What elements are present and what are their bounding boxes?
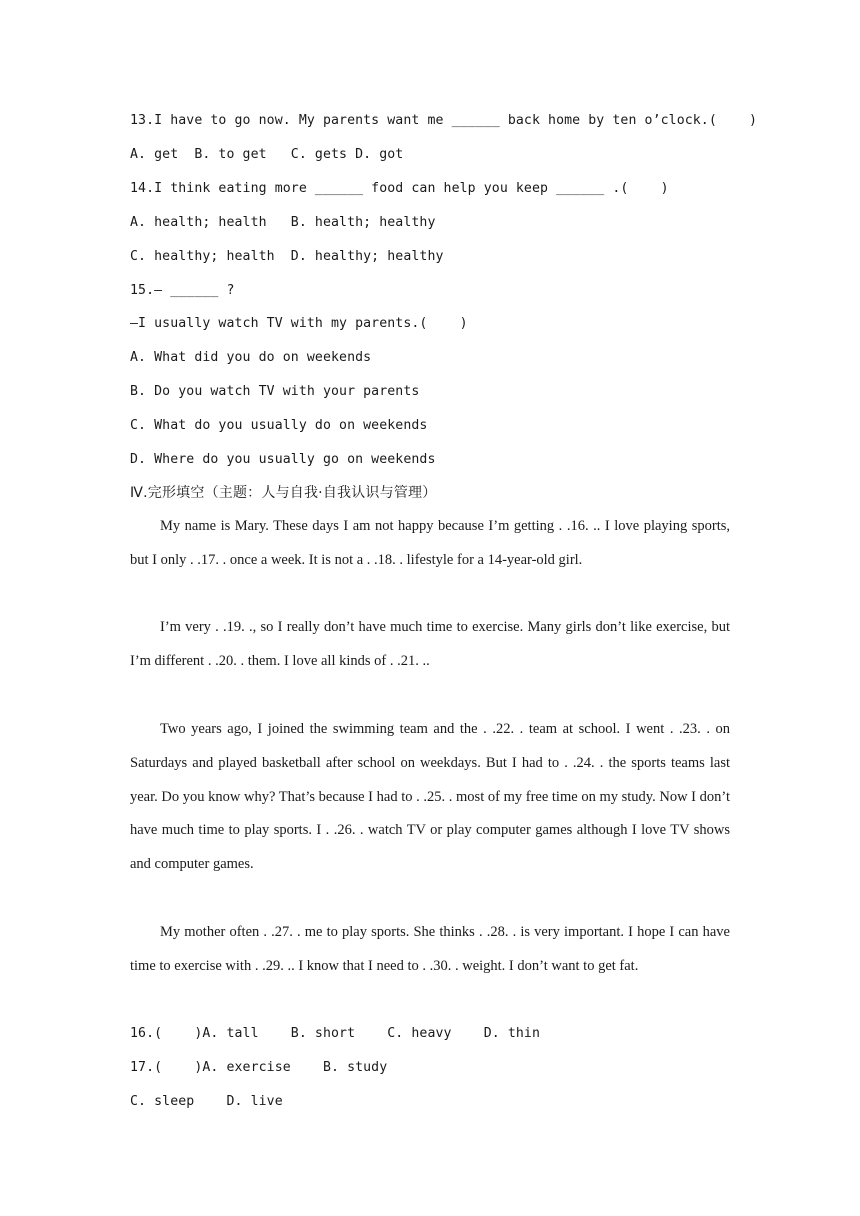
question-14-options-cd: C. healthy; health D. healthy; healthy bbox=[130, 249, 444, 264]
question-14-stem: 14.I think eating more ______ food can help you keep ______ .( ) bbox=[130, 181, 669, 196]
passage-paragraph-3: Two years ago, I joined the swimming team and the . .22. . team at school. I went . .23. . on Saturdays and played basketball after school on weekdays. But I had to . .24. . the sports teams last year. Do you know why? That’s because I had to . .25. . most of my free time on my study. Now I don’t have much time to play sports. I . .26. . watch TV or play computer games although I love TV shows and computer games. bbox=[130, 721, 730, 873]
question-13-stem: 13.I have to go now. My parents want me ______ back home by ten o’clock.( ) bbox=[130, 113, 758, 128]
question-15-answer: —I usually watch TV with my parents.( ) bbox=[130, 316, 468, 331]
question-15-option-a: A. What did you do on weekends bbox=[130, 350, 372, 365]
question-16: 16.( )A. tall B. short C. heavy D. thin bbox=[130, 1026, 541, 1041]
passage-paragraph-4: My mother often . .27. . me to play sports. She thinks . .28. . is very important. I hope I can have time to exercise with . .29. .. I know that I need to . .30. . weight. I don’t want to get fat. bbox=[130, 924, 730, 974]
question-17: 17.( )A. exercise B. study bbox=[130, 1060, 388, 1075]
question-14-options-ab: A. health; health B. health; healthy bbox=[130, 215, 436, 230]
question-15-option-c: C. What do you usually do on weekends bbox=[130, 418, 428, 433]
question-15-stem: 15.— ______ ? bbox=[130, 283, 235, 298]
question-17-options-cd: C. sleep D. live bbox=[130, 1094, 283, 1109]
section-heading: Ⅳ.完形填空（主题：人与自我·自我认识与管理） bbox=[130, 485, 437, 501]
passage-paragraph-2: I’m very . .19. ., so I really don’t have much time to exercise. Many girls don’t like exercise, but I’m different . .20. . them. I love all kinds of . .21. .. bbox=[130, 619, 730, 669]
question-15-option-d: D. Where do you usually go on weekends bbox=[130, 452, 436, 467]
question-15-option-b: B. Do you watch TV with your parents bbox=[130, 384, 420, 399]
passage-paragraph-1: My name is Mary. These days I am not happy because I’m getting . .16. .. I love playing sports, but I only . .17. . once a week. It is not a . .18. . lifestyle for a 14-year-old girl. bbox=[130, 518, 730, 568]
question-13-options: A. get B. to get C. gets D. got bbox=[130, 147, 404, 162]
